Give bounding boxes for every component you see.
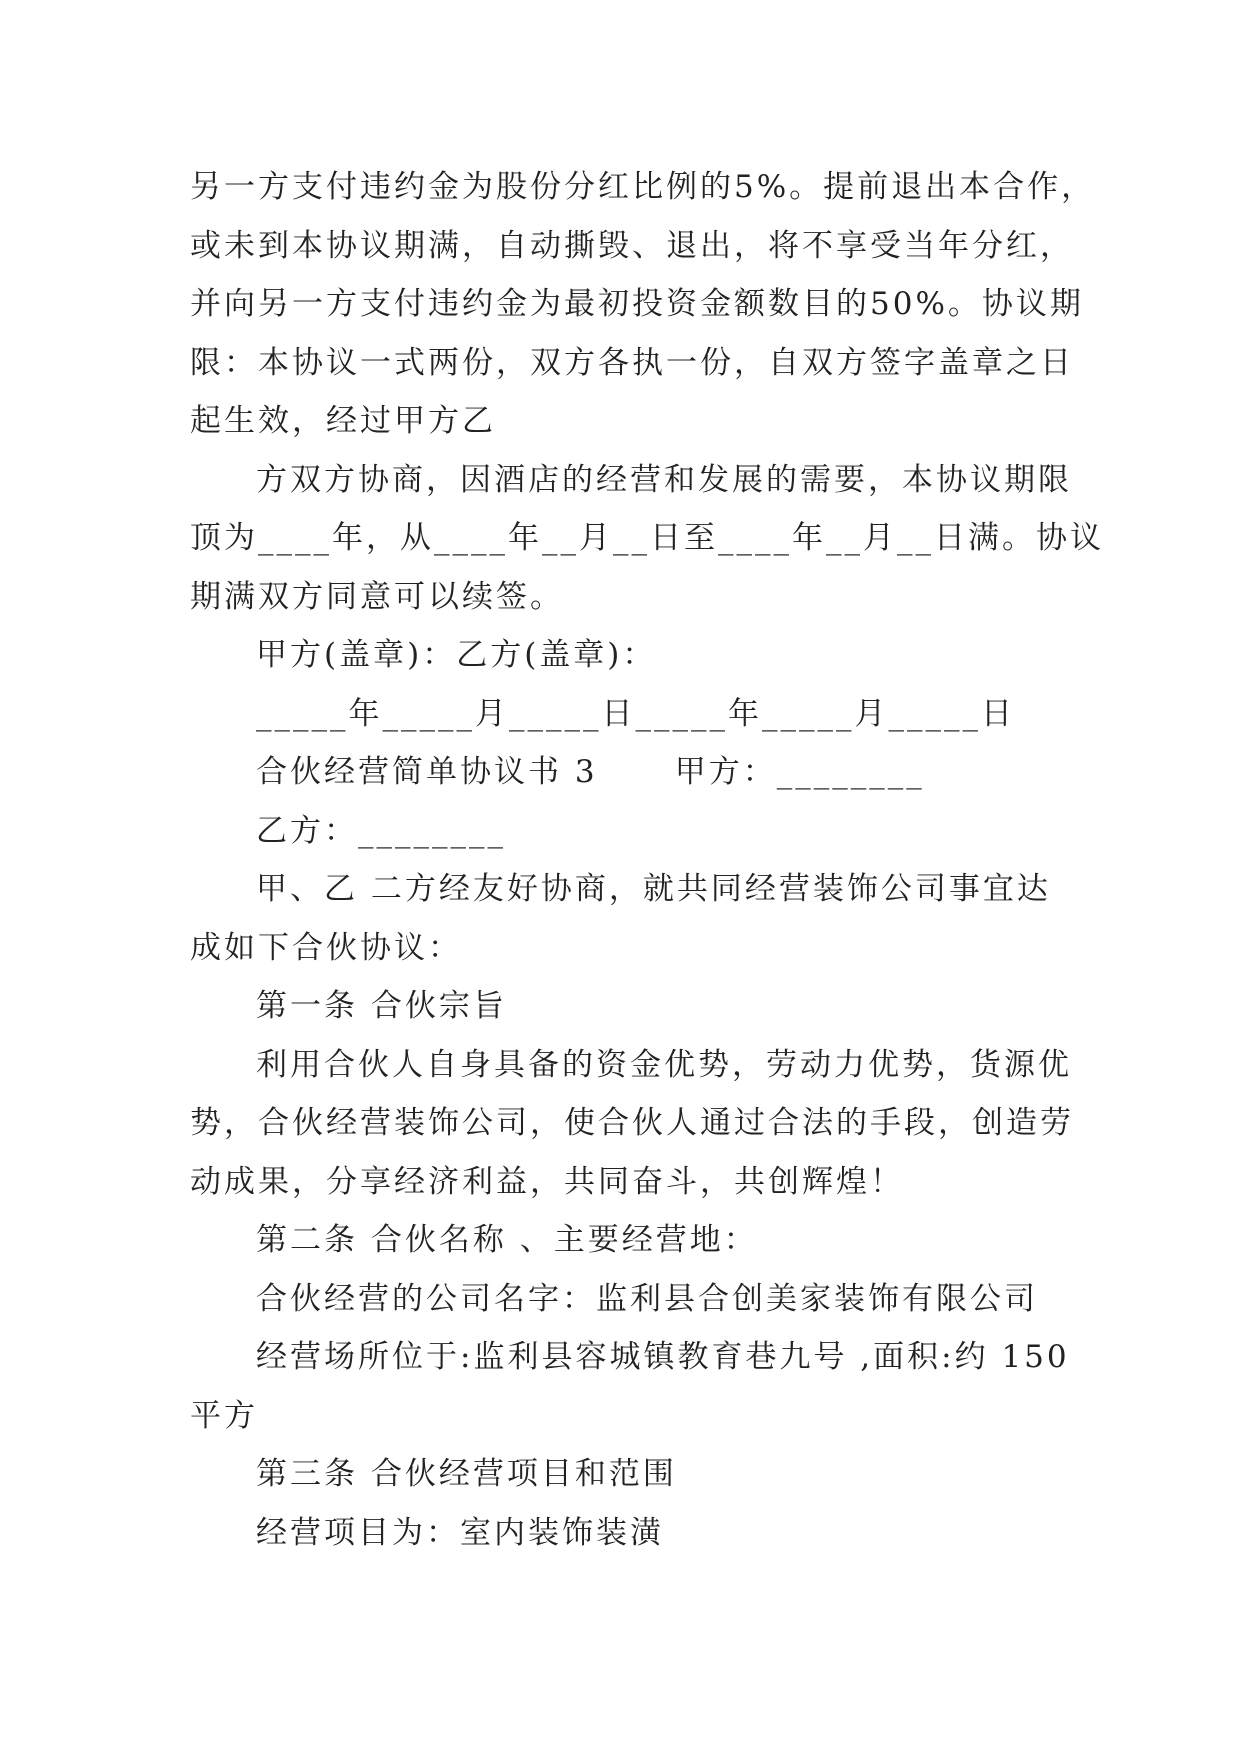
paragraph-line: 并向另一方支付违约金为最初投资金额数目的50%。协议期	[190, 286, 1084, 322]
paragraph-line: 势，合伙经营装饰公司，使合伙人通过合法的手段，创造劳	[190, 1105, 1074, 1141]
paragraph-line: 甲、乙 二方经友好协商，就共同经营装饰公司事宜达	[256, 871, 1051, 907]
paragraph-line: 起生效，经过甲方乙	[190, 403, 496, 439]
signature-line: 甲方(盖章)：乙方(盖章)：	[256, 637, 657, 673]
paragraph-line: 经营项目为：室内装饰装潢	[256, 1514, 664, 1551]
paragraph-line: 方双方协商，因酒店的经营和发展的需要，本协议期限	[256, 461, 1072, 498]
paragraph-line: 合伙经营的公司名字：监利县合创美家装饰有限公司	[256, 1280, 1038, 1317]
paragraph-line: 限：本协议一式两份，双方各执一份，自双方签字盖章之日	[190, 344, 1074, 381]
article-heading: 第三条 合伙经营项目和范围	[256, 1456, 677, 1492]
paragraph-line: 顶为____年，从____年__月__日至____年__月__日满。协议	[190, 520, 1104, 556]
date-line: _____年_____月_____日_____年_____月_____日	[256, 695, 1015, 732]
paragraph-line: 经营场所位于:监利县容城镇教育巷九号 ,面积:约 150	[256, 1339, 1070, 1375]
section-title: 合伙经营简单协议书 3 甲方：________	[256, 754, 925, 790]
article-heading: 第二条 合伙名称 、主要经营地：	[256, 1222, 758, 1258]
paragraph-line: 利用合伙人自身具备的资金优势，劳动力优势，货源优	[256, 1046, 1072, 1083]
paragraph-line: 平方	[190, 1397, 258, 1434]
paragraph-line: 成如下合伙协议：	[190, 929, 462, 966]
paragraph-line: 期满双方同意可以续签。	[190, 578, 564, 615]
paragraph-line: 动成果，分享经济利益，共同奋斗，共创辉煌！	[190, 1163, 904, 1200]
article-heading: 第一条 合伙宗旨	[256, 988, 507, 1024]
document-body	[190, 158, 1104, 1562]
paragraph-line: 或未到本协议期满，自动撕毁、退出，将不享受当年分红，	[190, 227, 1074, 264]
party-line: 乙方：________	[256, 812, 506, 849]
paragraph-line: 另一方支付违约金为股份分红比例的5%。提前退出本合作，	[190, 169, 1096, 205]
